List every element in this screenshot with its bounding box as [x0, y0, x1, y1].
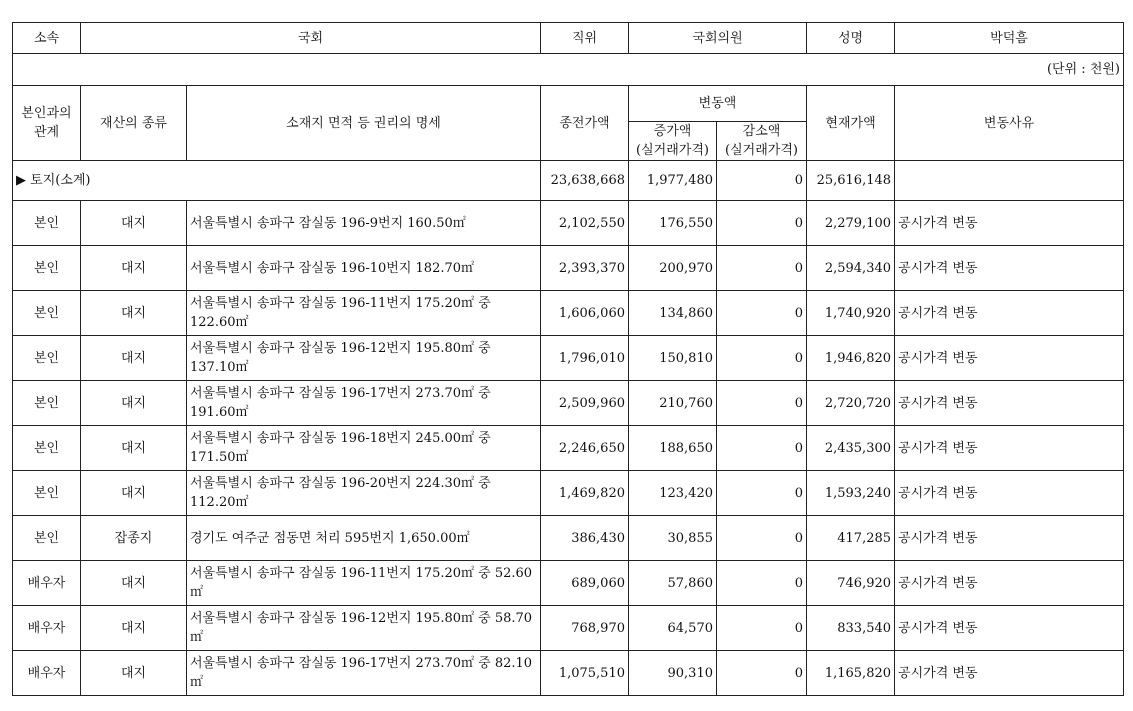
position-value: 국회의원 [629, 23, 807, 54]
cell-increase: 150,810 [629, 336, 717, 381]
table-row [13, 291, 1124, 336]
cell-current: 1,946,820 [807, 336, 895, 381]
cell-detail: 서울특별시 송파구 잠실동 196-9번지 160.50㎡ [187, 201, 541, 246]
cell-decrease: 0 [717, 516, 807, 561]
col-increase [629, 122, 717, 161]
cell-previous: 2,509,960 [541, 381, 629, 426]
cell-relation: 본인 [13, 336, 81, 381]
cell-increase: 176,550 [629, 201, 717, 246]
cell-previous: 1,796,010 [541, 336, 629, 381]
col-decrease [717, 122, 807, 161]
subtotal-label: ▶ 토지(소계) [13, 161, 541, 201]
cell-previous: 1,469,820 [541, 471, 629, 516]
cell-decrease: 0 [717, 201, 807, 246]
cell-decrease: 0 [717, 471, 807, 516]
affiliation-label: 소속 [13, 23, 81, 54]
cell-type: 대지 [81, 381, 187, 426]
table-row [13, 516, 1124, 561]
cell-previous: 689,060 [541, 561, 629, 606]
cell-previous: 1,606,060 [541, 291, 629, 336]
cell-type: 대지 [81, 606, 187, 651]
col-reason: 변동사유 [895, 86, 1124, 161]
table-row [13, 201, 1124, 246]
table-row [13, 651, 1124, 696]
cell-previous: 386,430 [541, 516, 629, 561]
cell-reason: 공시가격 변동 [895, 246, 1124, 291]
decrease-note: (실거래가격) [725, 143, 798, 158]
asset-change-table [12, 22, 1124, 696]
cell-type: 대지 [81, 561, 187, 606]
cell-reason: 공시가격 변동 [895, 471, 1124, 516]
cell-detail: 서울특별시 송파구 잠실동 196-11번지 175.20㎡ 중 52.60㎡ [187, 561, 541, 606]
cell-relation: 본인 [13, 201, 81, 246]
cell-detail: 서울특별시 송파구 잠실동 196-17번지 273.70㎡ 중 191.60㎡ [187, 381, 541, 426]
cell-reason: 공시가격 변동 [895, 201, 1124, 246]
cell-previous: 2,393,370 [541, 246, 629, 291]
cell-increase: 30,855 [629, 516, 717, 561]
cell-increase: 134,860 [629, 291, 717, 336]
cell-type: 대지 [81, 336, 187, 381]
cell-current: 2,720,720 [807, 381, 895, 426]
cell-detail: 서울특별시 송파구 잠실동 196-11번지 175.20㎡ 중 122.60㎡ [187, 291, 541, 336]
cell-decrease: 0 [717, 381, 807, 426]
cell-current: 2,279,100 [807, 201, 895, 246]
cell-current: 2,594,340 [807, 246, 895, 291]
cell-reason: 공시가격 변동 [895, 381, 1124, 426]
cell-reason: 공시가격 변동 [895, 651, 1124, 696]
subtotal-decrease: 0 [717, 161, 807, 201]
increase-note: (실거래가격) [636, 143, 709, 158]
cell-current: 417,285 [807, 516, 895, 561]
cell-previous: 768,970 [541, 606, 629, 651]
subtotal-reason [895, 161, 1124, 201]
col-current: 현재가액 [807, 86, 895, 161]
cell-relation: 배우자 [13, 651, 81, 696]
cell-relation: 배우자 [13, 561, 81, 606]
cell-relation: 본인 [13, 426, 81, 471]
decrease-label: 감소액 [742, 124, 781, 139]
increase-label: 증가액 [653, 124, 692, 139]
cell-type: 대지 [81, 291, 187, 336]
cell-type: 대지 [81, 201, 187, 246]
cell-increase: 200,970 [629, 246, 717, 291]
col-change: 변동액 [629, 86, 807, 122]
cell-type: 대지 [81, 471, 187, 516]
cell-increase: 123,420 [629, 471, 717, 516]
cell-detail: 서울특별시 송파구 잠실동 196-12번지 195.80㎡ 중 58.70㎡ [187, 606, 541, 651]
cell-relation: 본인 [13, 381, 81, 426]
cell-detail: 서울특별시 송파구 잠실동 196-18번지 245.00㎡ 중 171.50㎡ [187, 426, 541, 471]
col-relation: 본인과의 관계 [13, 86, 81, 161]
cell-reason: 공시가격 변동 [895, 291, 1124, 336]
cell-relation: 본인 [13, 516, 81, 561]
cell-decrease: 0 [717, 246, 807, 291]
table-row [13, 246, 1124, 291]
cell-detail: 서울특별시 송파구 잠실동 196-10번지 182.70㎡ [187, 246, 541, 291]
cell-detail: 서울특별시 송파구 잠실동 196-20번지 224.30㎡ 중 112.20㎡ [187, 471, 541, 516]
cell-reason: 공시가격 변동 [895, 516, 1124, 561]
unit-note: (단위 : 천원) [13, 54, 1124, 86]
cell-increase: 90,310 [629, 651, 717, 696]
subtotal-increase: 1,977,480 [629, 161, 717, 201]
column-header-row [13, 86, 1124, 122]
cell-current: 746,920 [807, 561, 895, 606]
cell-decrease: 0 [717, 651, 807, 696]
cell-previous: 2,246,650 [541, 426, 629, 471]
subtotal-current: 25,616,148 [807, 161, 895, 201]
cell-reason: 공시가격 변동 [895, 336, 1124, 381]
cell-type: 대지 [81, 651, 187, 696]
cell-current: 1,165,820 [807, 651, 895, 696]
cell-relation: 배우자 [13, 606, 81, 651]
cell-decrease: 0 [717, 606, 807, 651]
name-label: 성명 [807, 23, 895, 54]
cell-decrease: 0 [717, 336, 807, 381]
cell-current: 2,435,300 [807, 426, 895, 471]
name-value: 박덕흠 [895, 23, 1124, 54]
cell-detail: 경기도 여주군 점동면 처리 595번지 1,650.00㎡ [187, 516, 541, 561]
subtotal-row [13, 161, 1124, 201]
cell-reason: 공시가격 변동 [895, 426, 1124, 471]
col-detail: 소재지 면적 등 권리의 명세 [187, 86, 541, 161]
cell-increase: 57,860 [629, 561, 717, 606]
col-type: 재산의 종류 [81, 86, 187, 161]
cell-decrease: 0 [717, 426, 807, 471]
official-info-row [13, 23, 1124, 54]
cell-previous: 2,102,550 [541, 201, 629, 246]
cell-relation: 본인 [13, 471, 81, 516]
table-row [13, 561, 1124, 606]
cell-relation: 본인 [13, 291, 81, 336]
cell-increase: 210,760 [629, 381, 717, 426]
table-row [13, 381, 1124, 426]
cell-current: 1,740,920 [807, 291, 895, 336]
col-previous: 종전가액 [541, 86, 629, 161]
position-label: 직위 [541, 23, 629, 54]
cell-type: 대지 [81, 426, 187, 471]
cell-increase: 64,570 [629, 606, 717, 651]
cell-current: 833,540 [807, 606, 895, 651]
cell-reason: 공시가격 변동 [895, 606, 1124, 651]
cell-type: 대지 [81, 246, 187, 291]
cell-type: 잡종지 [81, 516, 187, 561]
table-row [13, 606, 1124, 651]
cell-decrease: 0 [717, 561, 807, 606]
cell-reason: 공시가격 변동 [895, 561, 1124, 606]
cell-decrease: 0 [717, 291, 807, 336]
affiliation-value: 국회 [81, 23, 541, 54]
cell-current: 1,593,240 [807, 471, 895, 516]
cell-detail: 서울특별시 송파구 잠실동 196-12번지 195.80㎡ 중 137.10㎡ [187, 336, 541, 381]
unit-row [13, 54, 1124, 86]
cell-increase: 188,650 [629, 426, 717, 471]
cell-detail: 서울특별시 송파구 잠실동 196-17번지 273.70㎡ 중 82.10㎡ [187, 651, 541, 696]
table-row [13, 426, 1124, 471]
table-row [13, 471, 1124, 516]
cell-relation: 본인 [13, 246, 81, 291]
table-row [13, 336, 1124, 381]
subtotal-previous: 23,638,668 [541, 161, 629, 201]
cell-previous: 1,075,510 [541, 651, 629, 696]
